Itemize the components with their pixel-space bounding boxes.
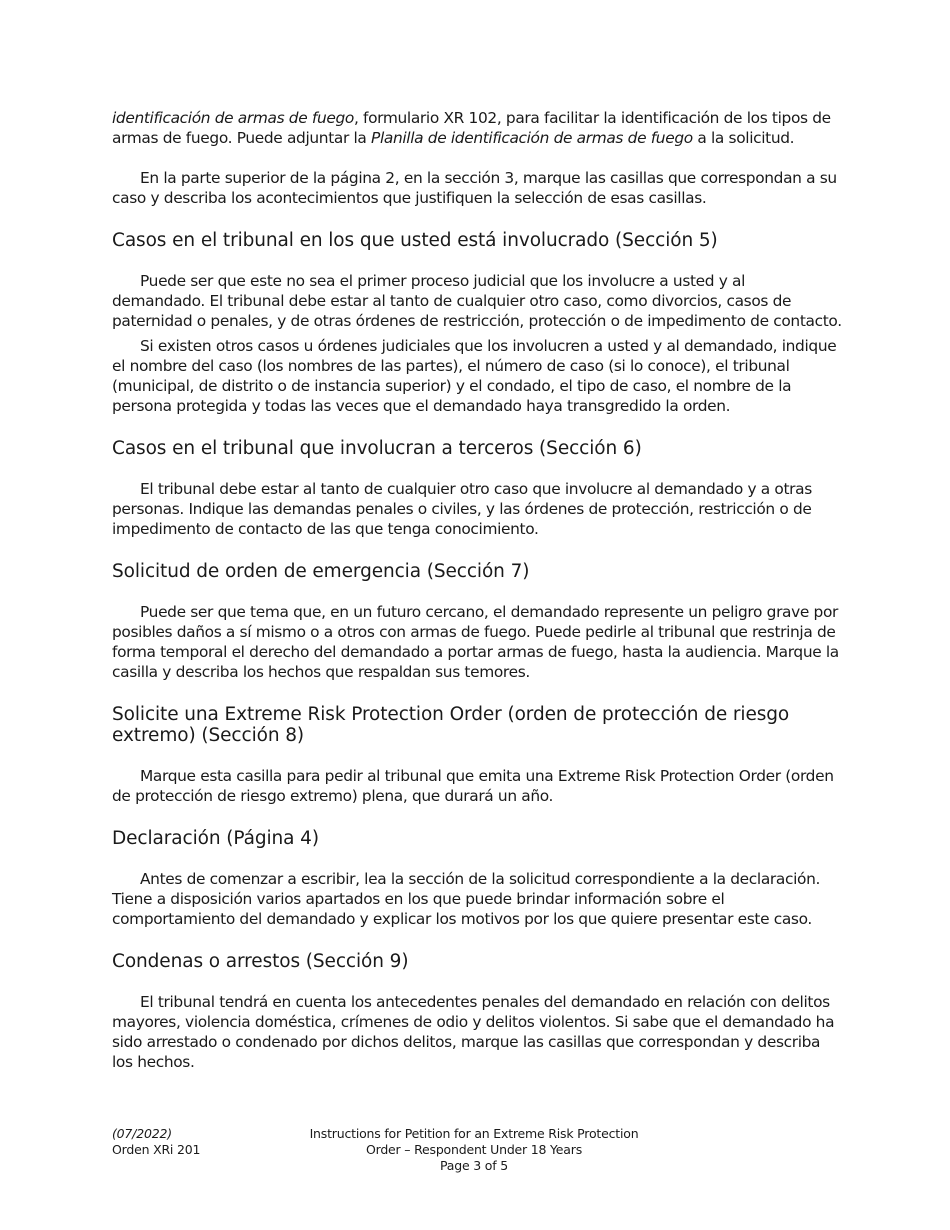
section6-paragraph: El tribunal debe estar al tanto de cualquier otro caso que involucre al demandado y a otras personas. Indique las demandas penales o civiles, y las órdenes de protección, restricción o de impedimento de contacto de las que tenga conocimiento. — [112, 480, 812, 538]
footer-date-text: (07/2022) — [112, 1126, 172, 1141]
section-heading-7: Solicitud de orden de emergencia (Sección 7) — [112, 561, 530, 582]
intro-em-2: Planilla de identificación de armas de fuego — [371, 129, 693, 147]
section-heading-9: Condenas o arrestos (Sección 9) — [112, 951, 409, 972]
intro-em-1: identificación de armas de fuego — [112, 109, 354, 127]
section-heading-5: Casos en el tribunal en los que usted está involucrado (Sección 5) — [112, 230, 718, 251]
intro-paragraph — [112, 108, 842, 148]
document-body — [112, 108, 842, 1072]
section5-paragraph-2: Si existen otros casos u órdenes judiciales que los involucren a usted y al demandado, indique el nombre del caso (los nombres de las partes), el número de caso (si lo conoce), el tribunal (municipal, de distrito o de instancia superior) y el condado, el tipo de caso, el nombre de la persona protegida y todas las veces que el demandado haya transgredido la orden. — [112, 337, 837, 415]
footer-page-number: Page 3 of 5 — [440, 1158, 508, 1173]
footer-title-line2: Order – Respondent Under 18 Years — [365, 1142, 583, 1157]
section9-paragraph: El tribunal tendrá en cuenta los antecedentes penales del demandado en relación con delitos mayores, violencia doméstica, crímenes de odio y delitos violentos. Si sabe que el demandado ha sido arrestado o condenado por dichos delitos, marque las casillas que correspondan y describa los hechos. — [112, 993, 835, 1071]
declaration-paragraph: Antes de comenzar a escribir, lea la sección de la solicitud correspondiente a la declaración. Tiene a disposición varios apartados en los que puede brindar información sobre el comportamiento del demandado y explicar los motivos por los que quiere presentar este caso. — [112, 870, 821, 928]
section7-paragraph: Puede ser que tema que, en un futuro cercano, el demandado represente un peligro grave por posibles daños a sí mismo o a otros con armas de fuego. Puede pedirle al tribunal que restrinja de forma temporal el derecho del demandado a portar armas de fuego, hasta la audiencia. Marque la casilla y describa los hechos que respaldan sus temores. — [112, 603, 839, 681]
section-heading-declaration: Declaración (Página 4) — [112, 828, 319, 849]
section5-paragraph-1: Puede ser que este no sea el primer proceso judicial que los involucre a usted y al demandado. El tribunal debe estar al tanto de cualquier otro caso, como divorcios, casos de paternidad o penales, y de otras órdenes de restricción, protección o de impedimento de contacto. — [112, 272, 842, 330]
footer-center — [112, 1126, 836, 1174]
section8-paragraph: Marque esta casilla para pedir al tribunal que emita una Extreme Risk Protection Order (orden de protección de riesgo extremo) plena, que durará un año. — [112, 767, 834, 805]
intro-text-2: a la solicitud. — [692, 129, 795, 147]
section-heading-8: Solicite una Extreme Risk Protection Order (orden de protección de riesgo extremo) (Sección 8) — [112, 704, 790, 746]
section-heading-6: Casos en el tribunal que involucran a terceros (Sección 6) — [112, 438, 642, 459]
section3-paragraph: En la parte superior de la página 2, en la sección 3, marque las casillas que correspondan a su caso y describa los acontecimientos que justifiquen la selección de esas casillas. — [112, 169, 837, 207]
footer-title-line1: Instructions for Petition for an Extreme Risk Protection — [309, 1126, 639, 1141]
footer-form-id: Orden XRi 201 — [112, 1142, 201, 1157]
intro-text-1: , formulario XR 102, para facilitar la identificación de los tipos de armas de fuego. Puede adjuntar la — [112, 109, 831, 147]
